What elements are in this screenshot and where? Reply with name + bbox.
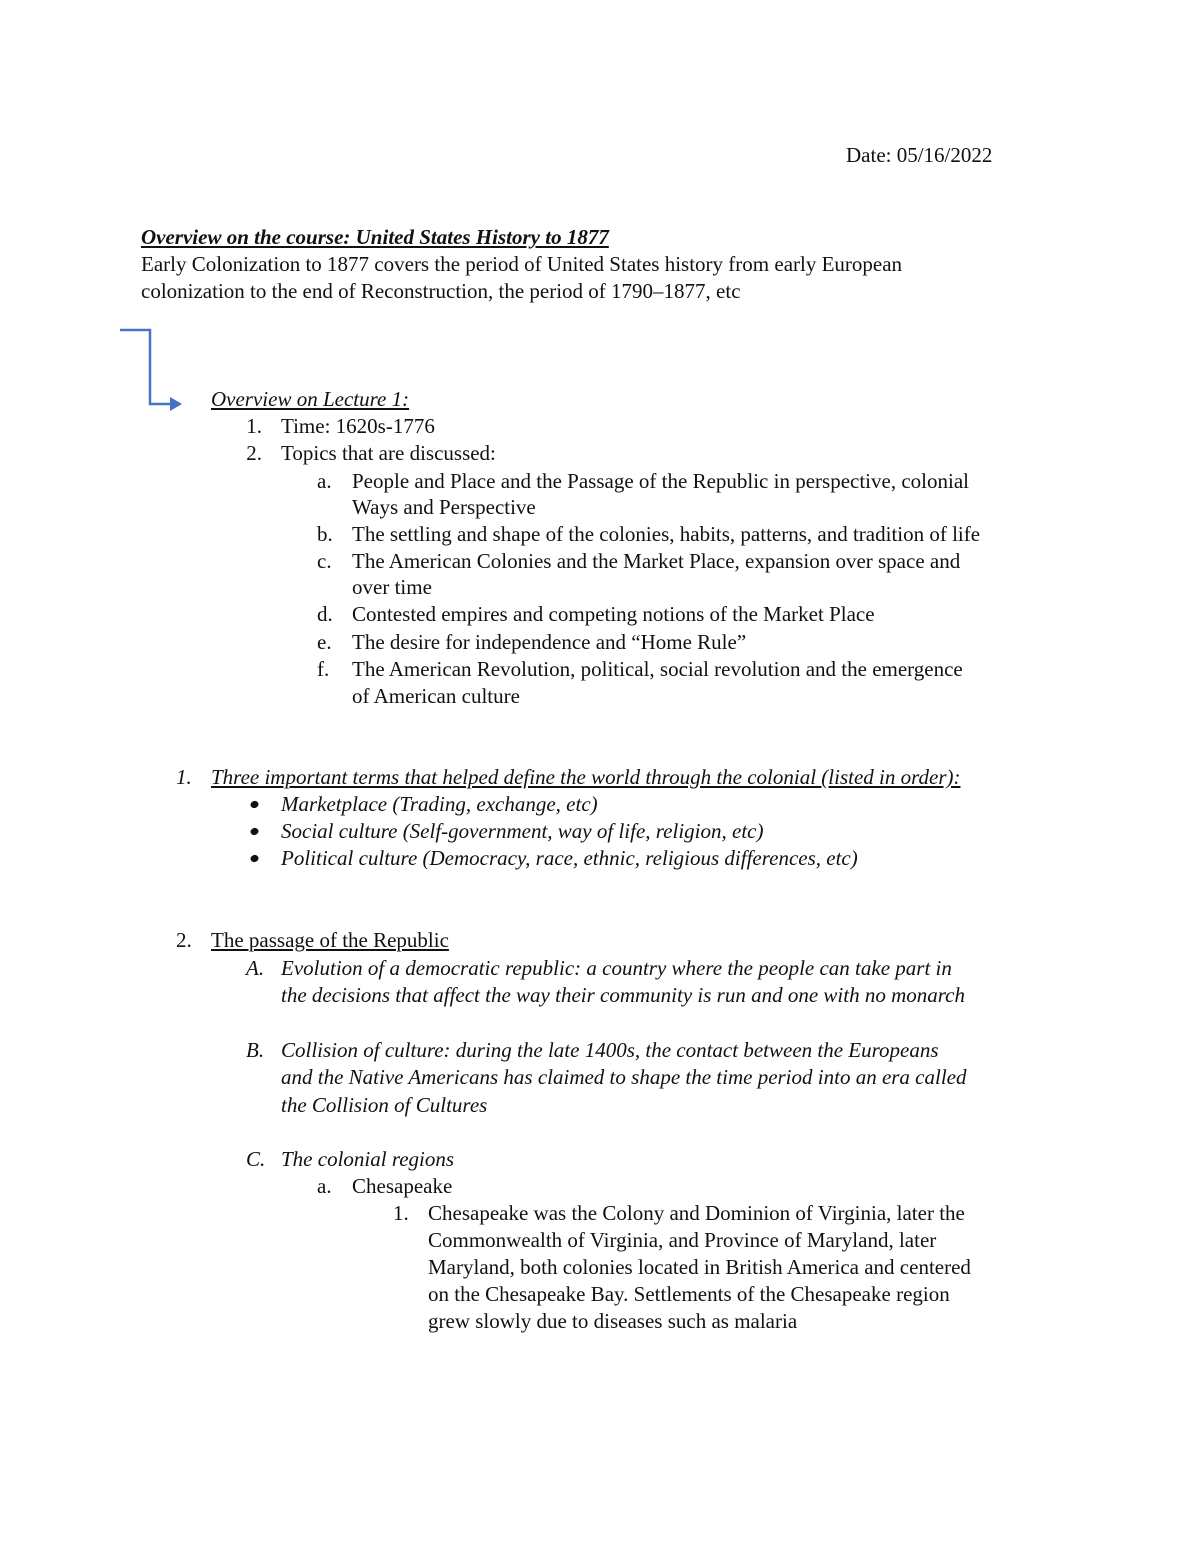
- elbow-arrow-icon: [112, 324, 188, 414]
- term-political-culture: Political culture (Democracy, race, ethnic, religious differences, etc): [281, 846, 858, 870]
- lecture-item-time: Time: 1620s-1776: [281, 414, 435, 438]
- bullet-icon: [250, 800, 260, 809]
- region-marker: a.: [317, 1174, 332, 1198]
- republic-b-line-3: the Collision of Cultures: [281, 1093, 488, 1117]
- date-line: Date: 05/16/2022: [846, 143, 993, 167]
- terms-marker: 1.: [176, 765, 192, 789]
- bullet-icon: [250, 854, 260, 863]
- republic-c-marker: C.: [246, 1147, 266, 1171]
- topic-f-line-1: The American Revolution, political, social revolution and the emergence: [352, 657, 963, 681]
- republic-heading: The passage of the Republic: [211, 928, 449, 952]
- republic-a-marker: A.: [246, 956, 265, 980]
- republic-a-line-1: Evolution of a democratic republic: a country where the people can take part in: [281, 956, 952, 980]
- republic-b-line-1: Collision of culture: during the late 1400s, the contact between the Europeans: [281, 1038, 939, 1062]
- lecture-item-topics: Topics that are discussed:: [281, 441, 496, 465]
- term-marketplace: Marketplace (Trading, exchange, etc): [281, 792, 598, 816]
- chesapeake-detail-line-5: grew slowly due to diseases such as malaria: [428, 1309, 798, 1333]
- topic-c-line-1: The American Colonies and the Market Place, expansion over space and: [352, 549, 961, 573]
- region-chesapeake: Chesapeake: [352, 1174, 453, 1198]
- lecture-heading: Overview on Lecture 1:: [211, 387, 410, 411]
- topic-a-line-2: Ways and Perspective: [352, 495, 536, 519]
- topic-marker: e.: [317, 630, 332, 654]
- republic-b-line-2: and the Native Americans has claimed to shape the time period into an era called: [281, 1065, 967, 1089]
- course-intro-line-2: colonization to the end of Reconstruction, the period of 1790–1877, etc: [141, 279, 741, 303]
- topic-c-line-2: over time: [352, 575, 432, 599]
- topic-marker: b.: [317, 522, 333, 546]
- topic-d-line-1: Contested empires and competing notions of the Market Place: [352, 602, 875, 626]
- republic-c-heading: The colonial regions: [281, 1147, 455, 1171]
- republic-a-line-2: the decisions that affect the way their community is run and one with no monarch: [281, 983, 965, 1007]
- chesapeake-detail-marker: 1.: [393, 1201, 409, 1225]
- topic-marker: d.: [317, 602, 333, 626]
- course-intro-line-1: Early Colonization to 1877 covers the period of United States history from early European: [141, 252, 903, 276]
- topic-marker: c.: [317, 549, 332, 573]
- topic-marker: f.: [317, 657, 330, 681]
- lecture-item-marker: 2.: [246, 441, 262, 465]
- topic-marker: a.: [317, 469, 332, 493]
- terms-heading: Three important terms that helped define the world through the colonial (listed in order):: [211, 765, 961, 789]
- topic-a-line-1: People and Place and the Passage of the Republic in perspective, colonial: [352, 469, 969, 493]
- chesapeake-detail-line-1: Chesapeake was the Colony and Dominion of Virginia, later the: [428, 1201, 965, 1225]
- lecture-item-marker: 1.: [246, 414, 262, 438]
- topic-e-line-1: The desire for independence and “Home Rule”: [352, 630, 747, 654]
- topic-b-line-1: The settling and shape of the colonies, habits, patterns, and tradition of life: [352, 522, 981, 546]
- term-social-culture: Social culture (Self-government, way of life, religion, etc): [281, 819, 764, 843]
- bullet-icon: [250, 827, 260, 836]
- course-title: Overview on the course: United States History to 1877: [141, 225, 609, 249]
- chesapeake-detail-line-2: Commonwealth of Virginia, and Province of Maryland, later: [428, 1228, 937, 1252]
- chesapeake-detail-line-3: Maryland, both colonies located in British America and centered: [428, 1255, 971, 1279]
- chesapeake-detail-line-4: on the Chesapeake Bay. Settlements of the Chesapeake region: [428, 1282, 950, 1306]
- republic-b-marker: B.: [246, 1038, 265, 1062]
- republic-marker: 2.: [176, 928, 192, 952]
- topic-f-line-2: of American culture: [352, 684, 520, 708]
